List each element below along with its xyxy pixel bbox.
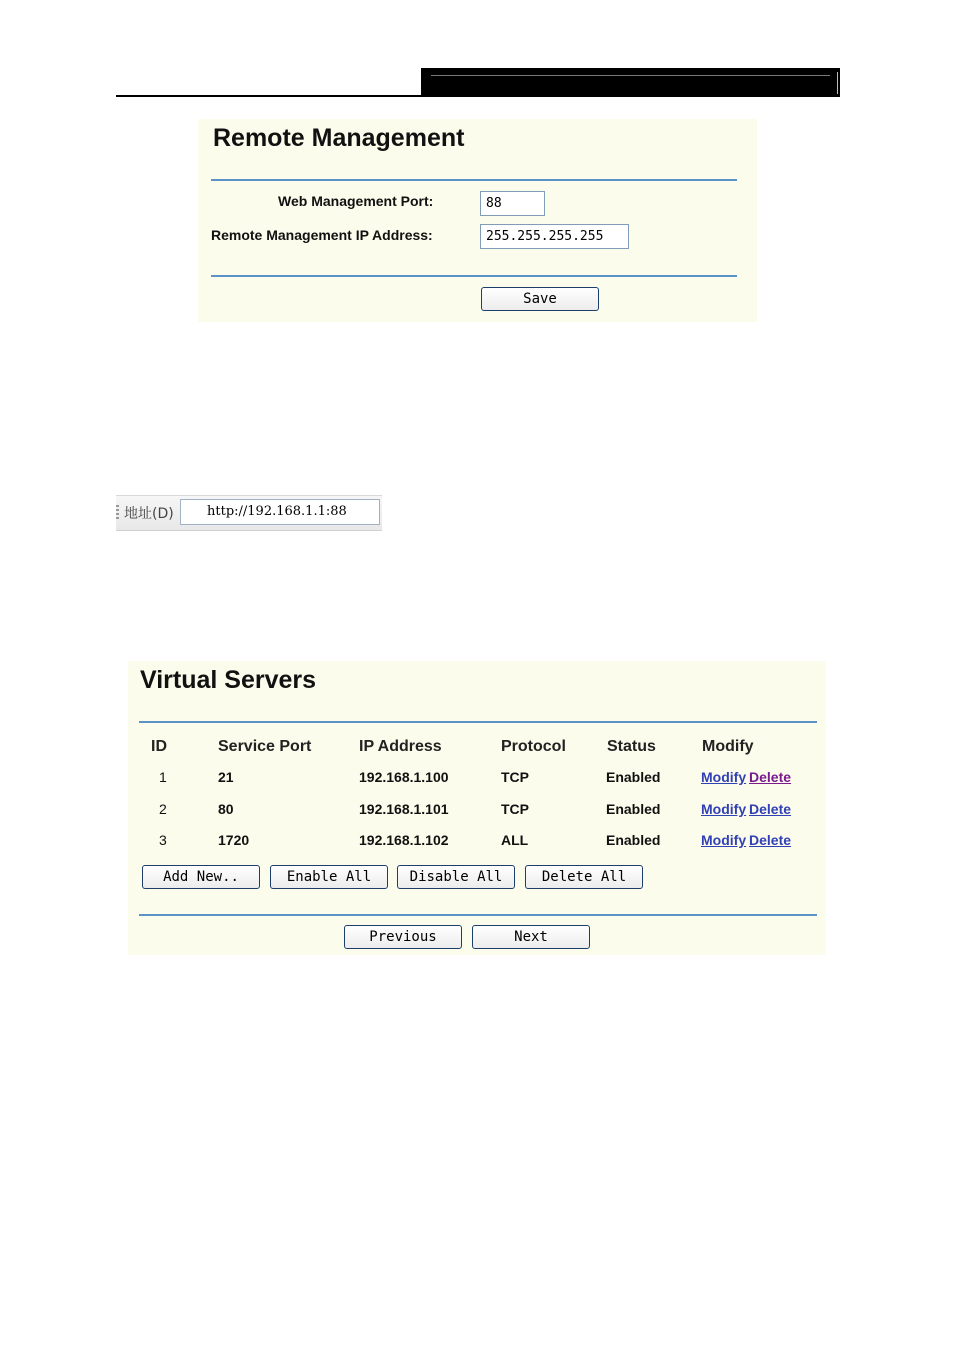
column-header-status: Status (607, 738, 656, 755)
modify-link[interactable]: Modify (701, 832, 747, 848)
virtual-servers-panel (128, 661, 826, 955)
add-new-button[interactable]: Add New.. (142, 865, 260, 889)
save-button[interactable]: Save (481, 287, 599, 311)
delete-link[interactable]: Delete (749, 832, 792, 848)
table-bottom-divider (139, 914, 817, 916)
cell-service-port: 80 (218, 801, 234, 817)
cell-status: Enabled (606, 801, 661, 817)
column-header-ip-address: IP Address (359, 738, 442, 755)
cell-service-port: 1720 (218, 832, 250, 848)
cell-id: 2 (159, 801, 167, 817)
page-title: Remote Management (213, 124, 465, 152)
cell-ip-address: 192.168.1.102 (359, 832, 449, 848)
cell-id: 3 (159, 832, 167, 848)
cell-service-port: 21 (218, 769, 234, 785)
column-header-service-port: Service Port (218, 738, 312, 755)
previous-button[interactable]: Previous (344, 925, 462, 949)
header-rule (116, 95, 421, 97)
cell-protocol: TCP (501, 801, 529, 817)
address-label: 地址(D) (124, 506, 174, 522)
header-bar-tick (837, 72, 838, 94)
next-button[interactable]: Next (472, 925, 590, 949)
cell-status: Enabled (606, 769, 661, 785)
disable-all-button[interactable]: Disable All (397, 865, 515, 889)
remote-ip-input[interactable]: 255.255.255.255 (480, 224, 629, 249)
remote-ip-label: Remote Management IP Address: (211, 227, 433, 243)
delete-all-button[interactable]: Delete All (525, 865, 643, 889)
cell-ip-address: 192.168.1.100 (359, 769, 449, 785)
table-top-divider (139, 721, 817, 723)
address-bar (116, 495, 382, 531)
top-divider (211, 179, 737, 181)
toolbar-grip-icon (116, 505, 119, 521)
web-port-input[interactable]: 88 (480, 191, 545, 216)
enable-all-button[interactable]: Enable All (270, 865, 388, 889)
column-header-modify: Modify (702, 738, 754, 755)
column-header-id: ID (151, 738, 167, 755)
header-bar (421, 68, 840, 97)
address-input[interactable]: http://192.168.1.1:88 (180, 499, 380, 525)
header-bar-inner-line (431, 75, 830, 76)
modify-link[interactable]: Modify (701, 801, 747, 817)
remote-management-panel (198, 119, 757, 322)
cell-status: Enabled (606, 832, 661, 848)
bottom-divider (211, 275, 737, 277)
modify-link[interactable]: Modify (701, 769, 747, 785)
cell-ip-address: 192.168.1.101 (359, 801, 449, 817)
web-port-label: Web Management Port: (278, 193, 434, 209)
cell-protocol: ALL (501, 832, 529, 848)
delete-link[interactable]: Delete (749, 801, 792, 817)
column-header-protocol: Protocol (501, 738, 566, 755)
delete-link[interactable]: Delete (749, 769, 792, 785)
virtual-servers-title: Virtual Servers (140, 666, 317, 694)
cell-protocol: TCP (501, 769, 529, 785)
cell-id: 1 (159, 769, 167, 785)
